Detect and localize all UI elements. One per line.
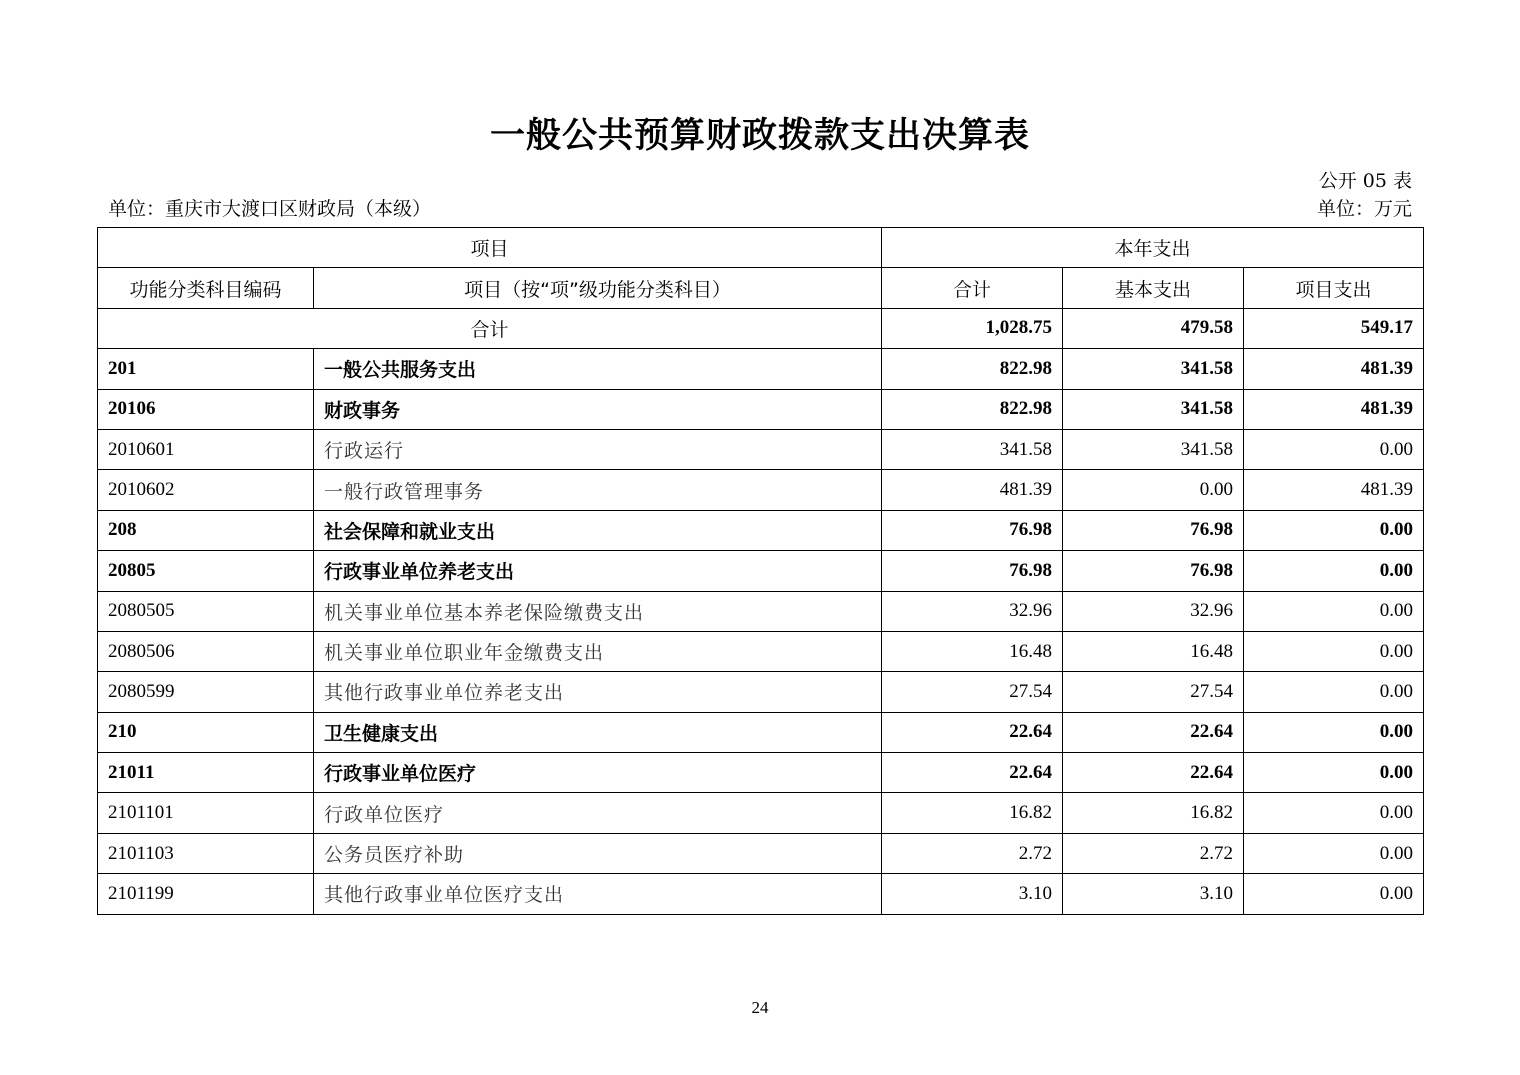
row-code: 201 — [98, 349, 314, 389]
row-item: 481.39 — [1244, 349, 1424, 389]
row-code: 2101199 — [98, 874, 314, 914]
row-code: 20805 — [98, 551, 314, 591]
row-code: 2080599 — [98, 672, 314, 712]
row-basic: 27.54 — [1063, 672, 1244, 712]
row-total: 2.72 — [882, 833, 1063, 873]
page-number: 24 — [751, 998, 769, 1017]
row-basic: 341.58 — [1063, 389, 1244, 429]
row-total: 481.39 — [882, 470, 1063, 510]
table-row — [98, 510, 1424, 550]
row-item: 0.00 — [1244, 753, 1424, 793]
row-item: 0.00 — [1244, 672, 1424, 712]
row-basic: 341.58 — [1063, 349, 1244, 389]
row-name: 一般公共服务支出 — [314, 349, 882, 389]
header-total: 合计 — [882, 268, 1063, 308]
row-basic: 0.00 — [1063, 470, 1244, 510]
row-name: 财政事务 — [314, 389, 882, 429]
table-row — [98, 753, 1424, 793]
row-item: 0.00 — [1244, 429, 1424, 469]
row-code: 2010601 — [98, 429, 314, 469]
table-row — [98, 551, 1424, 591]
row-name: 机关事业单位职业年金缴费支出 — [314, 631, 882, 671]
row-code: 2010602 — [98, 470, 314, 510]
table-row — [98, 793, 1424, 833]
row-item: 0.00 — [1244, 591, 1424, 631]
header-project: 项目 — [98, 228, 882, 268]
row-name: 卫生健康支出 — [314, 712, 882, 752]
row-code: 21011 — [98, 753, 314, 793]
row-basic: 22.64 — [1063, 753, 1244, 793]
page-title: 一般公共预算财政拨款支出决算表 — [489, 116, 1030, 156]
total-label: 合计 — [98, 308, 882, 348]
row-total: 16.48 — [882, 631, 1063, 671]
row-basic: 22.64 — [1063, 712, 1244, 752]
row-item: 0.00 — [1244, 833, 1424, 873]
table-row — [98, 631, 1424, 671]
table-row — [98, 429, 1424, 469]
row-basic: 32.96 — [1063, 591, 1244, 631]
row-total: 76.98 — [882, 510, 1063, 550]
table-row — [98, 833, 1424, 873]
total-item: 549.17 — [1244, 308, 1424, 348]
row-basic: 76.98 — [1063, 551, 1244, 591]
currency-unit: 单位：万元 — [1316, 198, 1412, 220]
header-basic: 基本支出 — [1063, 268, 1244, 308]
row-basic: 2.72 — [1063, 833, 1244, 873]
row-total: 32.96 — [882, 591, 1063, 631]
row-basic: 341.58 — [1063, 429, 1244, 469]
table-row — [98, 470, 1424, 510]
row-total: 16.82 — [882, 793, 1063, 833]
table-row — [98, 349, 1424, 389]
row-basic: 76.98 — [1063, 510, 1244, 550]
table-row — [98, 712, 1424, 752]
row-item: 481.39 — [1244, 470, 1424, 510]
row-item: 0.00 — [1244, 793, 1424, 833]
header-current-year: 本年支出 — [882, 228, 1424, 268]
header-row-2 — [98, 268, 1424, 308]
table-row — [98, 591, 1424, 631]
row-name: 行政单位医疗 — [314, 793, 882, 833]
row-code: 2101101 — [98, 793, 314, 833]
form-number: 公开 05 表 — [1318, 170, 1412, 192]
row-item: 0.00 — [1244, 712, 1424, 752]
row-code: 20106 — [98, 389, 314, 429]
row-item: 0.00 — [1244, 631, 1424, 671]
row-basic: 16.48 — [1063, 631, 1244, 671]
row-total: 3.10 — [882, 874, 1063, 914]
row-name: 其他行政事业单位医疗支出 — [314, 874, 882, 914]
header-row-1 — [98, 228, 1424, 268]
row-code: 208 — [98, 510, 314, 550]
total-basic: 479.58 — [1063, 308, 1244, 348]
header-code: 功能分类科目编码 — [98, 268, 314, 308]
row-item: 0.00 — [1244, 874, 1424, 914]
row-code: 2080506 — [98, 631, 314, 671]
row-total: 22.64 — [882, 753, 1063, 793]
row-name: 公务员医疗补助 — [314, 833, 882, 873]
total-row — [98, 308, 1424, 348]
row-total: 822.98 — [882, 349, 1063, 389]
row-name: 机关事业单位基本养老保险缴费支出 — [314, 591, 882, 631]
row-code: 2101103 — [98, 833, 314, 873]
row-name: 行政事业单位养老支出 — [314, 551, 882, 591]
row-item: 481.39 — [1244, 389, 1424, 429]
row-total: 76.98 — [882, 551, 1063, 591]
row-name: 一般行政管理事务 — [314, 470, 882, 510]
organization-unit: 单位：重庆市大渡口区财政局（本级） — [108, 198, 432, 220]
row-item: 0.00 — [1244, 551, 1424, 591]
row-code: 210 — [98, 712, 314, 752]
budget-table-body — [98, 228, 1424, 915]
row-name: 行政事业单位医疗 — [314, 753, 882, 793]
budget-table — [97, 227, 1424, 915]
row-code: 2080505 — [98, 591, 314, 631]
table-row — [98, 874, 1424, 914]
header-name: 项目（按“项”级功能分类科目） — [314, 268, 882, 308]
row-total: 22.64 — [882, 712, 1063, 752]
row-item: 0.00 — [1244, 510, 1424, 550]
header-item: 项目支出 — [1244, 268, 1424, 308]
row-total: 822.98 — [882, 389, 1063, 429]
table-row — [98, 389, 1424, 429]
row-basic: 3.10 — [1063, 874, 1244, 914]
row-total: 27.54 — [882, 672, 1063, 712]
row-name: 行政运行 — [314, 429, 882, 469]
row-total: 341.58 — [882, 429, 1063, 469]
row-name: 其他行政事业单位养老支出 — [314, 672, 882, 712]
total-sum: 1,028.75 — [882, 308, 1063, 348]
row-name: 社会保障和就业支出 — [314, 510, 882, 550]
row-basic: 16.82 — [1063, 793, 1244, 833]
table-row — [98, 672, 1424, 712]
